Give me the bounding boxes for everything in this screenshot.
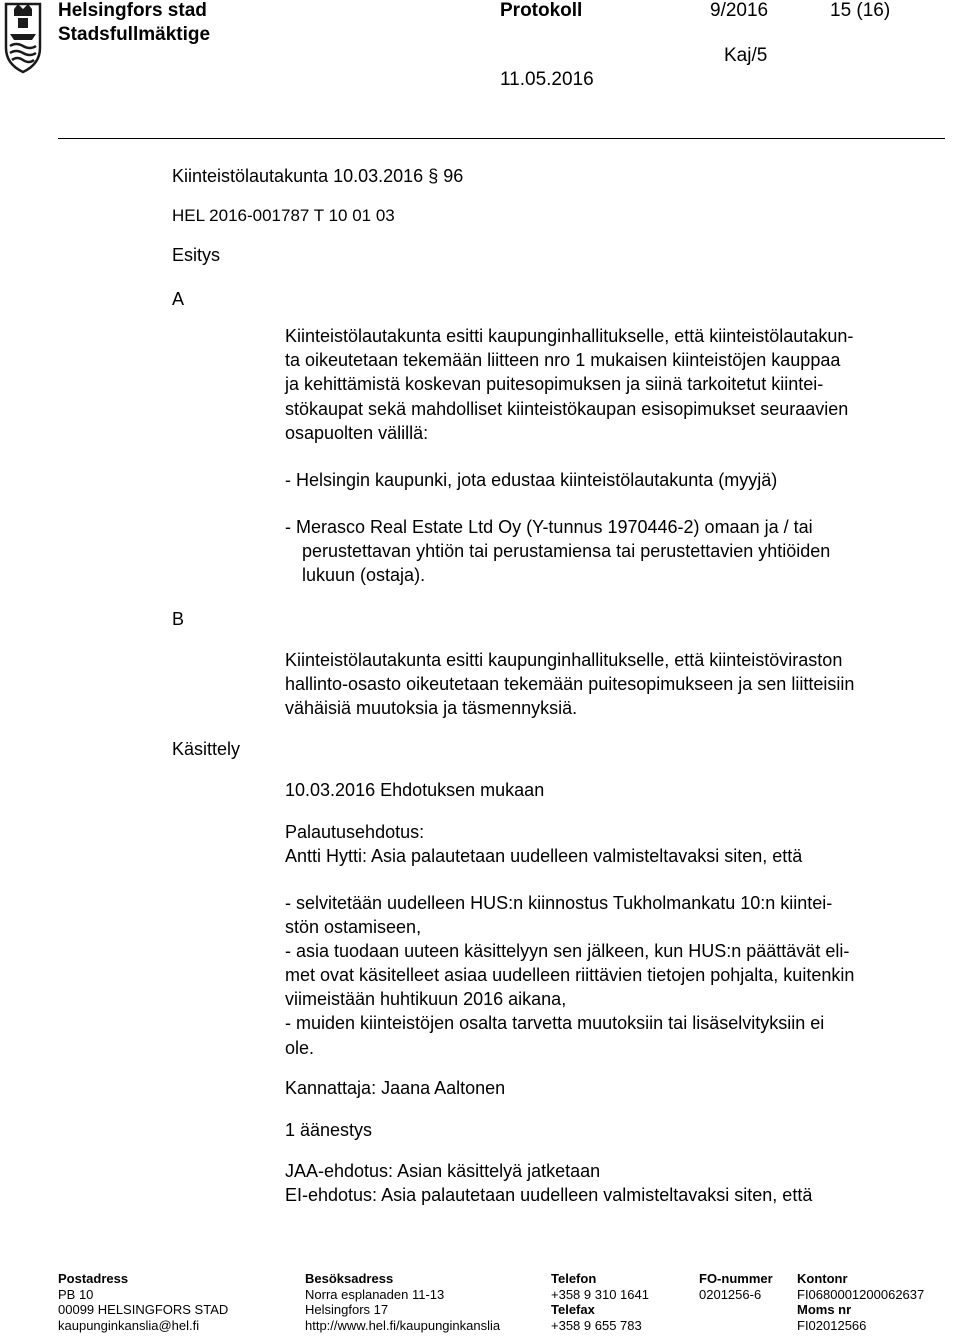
section-a-line: Kiinteistölautakunta esitti kaupunginhallitukselle, että kiinteistölautakun- [285, 326, 854, 346]
meeting-date: 11.05.2016 [500, 69, 594, 90]
party-buyer-line: - Merasco Real Estate Ltd Oy (Y-tunnus 1970446-2) omaan ja / tai [285, 517, 813, 537]
section-b-line: hallinto-osasto oikeutetaan tekemään puitesopimukseen ja sen liitteisiin [285, 674, 855, 694]
palautus-list-line: - muiden kiinteistöjen osalta tarvetta muutoksiin tai lisäselvityksiin ei [285, 1013, 825, 1033]
section-b-line: Kiinteistölautakunta esitti kaupunginhallitukselle, että kiinteistöviraston [285, 650, 843, 670]
kasittely-heading: Käsittely [172, 739, 241, 759]
footer-account [797, 1271, 924, 1333]
header-divider [58, 138, 945, 139]
footer-email: kaupunginkanslia@hel.fi [58, 1317, 200, 1333]
footer-value: +358 9 655 783 [551, 1317, 642, 1333]
reference-number: HEL 2016-001787 T 10 01 03 [172, 206, 395, 225]
doc-type: Protokoll [500, 0, 583, 21]
footer-value: Norra esplanaden 11-13 [305, 1286, 445, 1302]
jaa-proposal: JAA-ehdotus: Asian käsittelyä jatketaan [285, 1161, 601, 1181]
page-number: 15 (16) [830, 0, 891, 21]
footer-value: 00099 HELSINGFORS STAD [58, 1302, 229, 1317]
ei-proposal: EI-ehdotus: Asia palautetaan uudelleen valmisteltavaksi siten, että [285, 1185, 813, 1205]
palautus-label: Palautusehdotus: [285, 822, 425, 842]
palautus-list-line: - asia tuodaan uuteen käsittelyyn sen jälkeen, kun HUS:n päättävät eli- [285, 941, 850, 961]
section-a-label: A [172, 289, 185, 309]
footer-label: Besöksadress [305, 1271, 394, 1286]
footer-label: Postadress [58, 1271, 129, 1286]
org-body: Stadsfullmäktige [58, 24, 211, 45]
helsinki-coat-of-arms-icon [2, 0, 44, 74]
kannattaja-line: Kannattaja: Jaana Aaltonen [285, 1078, 506, 1098]
section-b-line: vähäisiä muutoksia ja täsmennyksiä. [285, 698, 578, 718]
palautus-list-line: stön ostamiseen, [285, 917, 422, 937]
palautus-proposal: Antti Hytti: Asia palautetaan uudelleen valmisteltavaksi siten, että [285, 846, 803, 866]
footer-value: FI0680001200062637 [797, 1286, 925, 1302]
party-seller: - Helsingin kaupunki, jota edustaa kiinteistölautakunta (myyjä) [285, 470, 778, 490]
footer-label: FO-nummer [699, 1271, 773, 1286]
section-code: Kaj/5 [724, 45, 768, 66]
footer-phone [551, 1271, 649, 1333]
palautus-list-line: - selvitetään uudelleen HUS:n kiinnostus Tukholmankatu 10:n kiintei- [285, 893, 833, 913]
doc-number: 9/2016 [710, 0, 769, 21]
section-a-line: osapuolten välillä: [285, 423, 429, 443]
esitys-heading: Esitys [172, 245, 221, 265]
org-name: Helsingfors stad [58, 0, 207, 21]
footer-business-id [699, 1271, 773, 1302]
footer-label: Kontonr [797, 1271, 848, 1286]
footer-label: Moms nr [797, 1302, 852, 1317]
footer-label: Telefax [551, 1302, 595, 1317]
section-a-line: ja kehittämistä koskevan puitesopimuksen ja siinä tarkoitetut kiintei- [285, 374, 824, 394]
palautus-list-line: viimeistään huhtikuun 2016 aikana, [285, 989, 567, 1009]
kasittely-date-line: 10.03.2016 Ehdotuksen mukaan [285, 780, 545, 800]
footer-website: http://www.hel.fi/kaupunginkanslia [305, 1317, 501, 1333]
party-buyer-line: lukuun (ostaja). [302, 565, 426, 585]
party-buyer-line: perustettavan yhtiön tai perustamiensa tai perustettavien yhtiöiden [302, 541, 831, 561]
footer-visiting-address [305, 1271, 500, 1333]
footer-value: 0201256-6 [699, 1286, 762, 1302]
palautus-list-line: ole. [285, 1038, 315, 1058]
committee-line: Kiinteistölautakunta 10.03.2016 § 96 [172, 166, 464, 186]
footer-postal-address [58, 1271, 228, 1333]
section-b-label: B [172, 609, 185, 629]
palautus-list-line: met ovat käsitelleet asiaa uudelleen riittävien tietojen pohjalta, kuitenkin [285, 965, 855, 985]
section-a-line: ta oikeutetaan tekemään liitteen nro 1 mukaisen kiinteistöjen kauppaa [285, 350, 841, 370]
footer-value: FI02012566 [797, 1317, 867, 1333]
section-a-line: stökaupat sekä mahdolliset kiinteistökaupan esisopimukset seuraavien [285, 399, 849, 419]
footer-value: +358 9 310 1641 [551, 1286, 649, 1302]
footer-value: Helsingfors 17 [305, 1302, 389, 1317]
footer-label: Telefon [551, 1271, 597, 1286]
vote-heading: 1 äänestys [285, 1120, 373, 1140]
footer-value: PB 10 [58, 1286, 94, 1302]
